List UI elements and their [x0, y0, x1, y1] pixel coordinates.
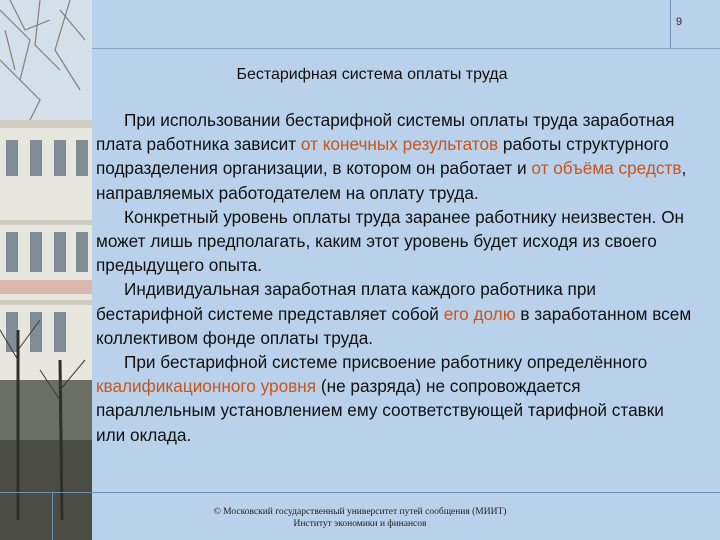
body-text	[96, 108, 696, 447]
paragraph-text: При использовании бестарифной системы оплаты труда заработная плата работника зависит	[96, 110, 675, 155]
footer-divider	[0, 492, 720, 493]
paragraph-text: Индивидуальная заработная плата каждого работника при бестарифной системе представляет собой	[96, 279, 597, 324]
paragraph-text: , направляемых работодателем на оплату труда.	[96, 158, 687, 203]
paragraph-text: работы структурного подразделения организации, в котором он работает и	[96, 134, 669, 179]
building-photo-illustration	[0, 0, 92, 540]
paragraph-text: Конкретный уровень оплаты труда заранее работнику неизвестен. Он может лишь предполагать, каким этот уровень будет исходя из своего предыдущего опыта.	[96, 206, 685, 276]
paragraph	[96, 205, 696, 278]
footer-copyright: © Московский государственный университет путей сообщения (МИИТ)	[213, 507, 507, 517]
page-number: 9	[676, 16, 683, 28]
paragraph-text: При бестарифной системе присвоение работнику определённого	[124, 352, 648, 373]
paragraph	[96, 108, 696, 205]
header-divider-vertical	[670, 0, 671, 48]
footer	[150, 506, 570, 530]
footer-institute: Институт экономики и финансов	[293, 519, 427, 529]
building-photo	[0, 0, 92, 540]
paragraph	[96, 350, 696, 447]
highlighted-term: от объёма средств	[531, 158, 682, 179]
slide-title: Бестарифная система оплаты труда	[236, 66, 508, 83]
highlighted-term: его долю	[443, 303, 516, 324]
paragraph-text: (не разряда) не сопровождается параллельным установлением ему соответствующей тарифной ставки или оклада.	[96, 376, 664, 445]
header-divider-horizontal	[92, 48, 720, 49]
paragraph	[96, 277, 696, 350]
highlighted-term: квалификационного уровня	[96, 376, 317, 397]
paragraph-text: в заработанном всем коллективом фонде оплаты труда.	[96, 303, 692, 348]
footer-divider-vertical	[52, 492, 53, 540]
highlighted-term: от конечных результатов	[300, 134, 499, 155]
